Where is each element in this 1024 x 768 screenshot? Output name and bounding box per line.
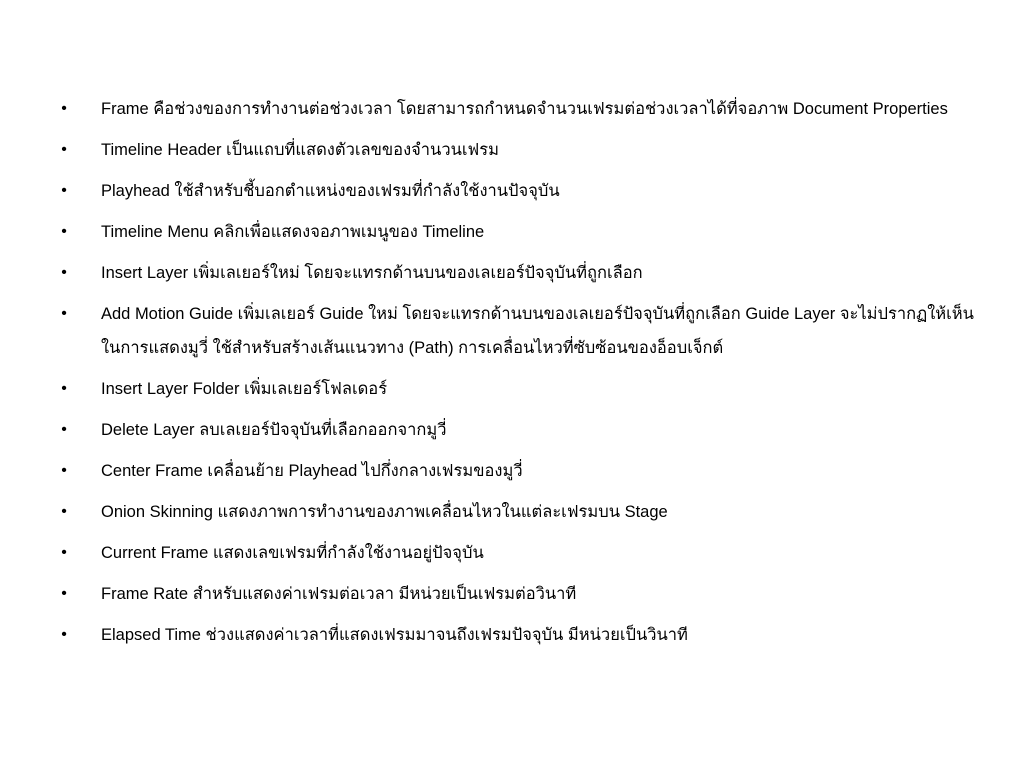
- list-item: [58, 495, 978, 529]
- list-item-text: Center Frame เคลื่อนย้าย Playhead ไปกึ่งกลางเฟรมของมูวี่: [101, 462, 523, 480]
- list-item-text: Delete Layer ลบเลเยอร์ปัจจุบันที่เลือกออกจากมูวี่: [101, 421, 447, 439]
- list-item: [58, 413, 978, 447]
- list-item: [58, 215, 978, 249]
- list-item-text: Frame คือช่วงของการทำงานต่อช่วงเวลา โดยสามารถกำหนดจำนวนเฟรมต่อช่วงเวลาได้ที่จอภาพ Document Properties: [101, 100, 948, 118]
- list-item: [58, 454, 978, 488]
- list-item: [58, 372, 978, 406]
- list-item: [58, 577, 978, 611]
- bullet-list: [58, 92, 978, 659]
- list-item-text: Insert Layer เพิ่มเลเยอร์ใหม่ โดยจะแทรกด้านบนของเลเยอร์ปัจจุบันที่ถูกเลือก: [101, 264, 643, 282]
- list-item-text: Onion Skinning แสดงภาพการทำงานของภาพเคลื่อนไหวในแต่ละเฟรมบน Stage: [101, 503, 668, 521]
- bullet-icon: •: [61, 223, 67, 240]
- list-item: [58, 256, 978, 290]
- bullet-icon: •: [61, 141, 67, 158]
- bullet-icon: •: [61, 264, 67, 281]
- list-item-text: Timeline Header เป็นแถบที่แสดงตัวเลขของจำนวนเฟรม: [101, 141, 499, 159]
- list-item-text: Playhead ใช้สำหรับชี้บอกตำแหน่งของเฟรมที่กำลังใช้งานปัจจุบัน: [101, 182, 560, 200]
- bullet-icon: •: [61, 544, 67, 561]
- list-item: [58, 536, 978, 570]
- bullet-icon: •: [61, 380, 67, 397]
- bullet-icon: •: [61, 421, 67, 438]
- bullet-icon: •: [61, 182, 67, 199]
- bullet-icon: •: [61, 503, 67, 520]
- list-item-text: Current Frame แสดงเลขเฟรมที่กำลังใช้งานอยู่ปัจจุบัน: [101, 544, 484, 562]
- list-item: [58, 174, 978, 208]
- bullet-icon: •: [61, 100, 67, 117]
- list-item-text: Elapsed Time ช่วงแสดงค่าเวลาที่แสดงเฟรมมาจนถึงเฟรมปัจจุบัน มีหน่วยเป็นวินาที: [101, 626, 688, 644]
- list-item: [58, 133, 978, 167]
- bullet-icon: •: [61, 626, 67, 643]
- list-item-text: Insert Layer Folder เพิ่มเลเยอร์โฟลเดอร์: [101, 380, 388, 398]
- list-item: [58, 618, 978, 652]
- bullet-icon: •: [61, 305, 67, 322]
- list-item-text: Add Motion Guide เพิ่มเลเยอร์ Guide ใหม่ โดยจะแทรกด้านบนของเลเยอร์ปัจจุบันที่ถูกเลือก Guide Layer จะไม่ปรากฏให้เห็นในการแสดงมูวี่ ใช้สำหรับสร้างเส้นแนวทาง (Path) การเคลื่อนไหวที่ซับซ้อนของอ็อบเจ็กต์: [101, 305, 974, 357]
- list-item: [58, 297, 978, 365]
- list-item-text: Frame Rate สำหรับแสดงค่าเฟรมต่อเวลา มีหน่วยเป็นเฟรมต่อวินาที: [101, 585, 577, 603]
- bullet-icon: •: [61, 462, 67, 479]
- bullet-icon: •: [61, 585, 67, 602]
- list-item-text: Timeline Menu คลิกเพื่อแสดงจอภาพเมนูของ Timeline: [101, 223, 485, 241]
- list-item: [58, 92, 978, 126]
